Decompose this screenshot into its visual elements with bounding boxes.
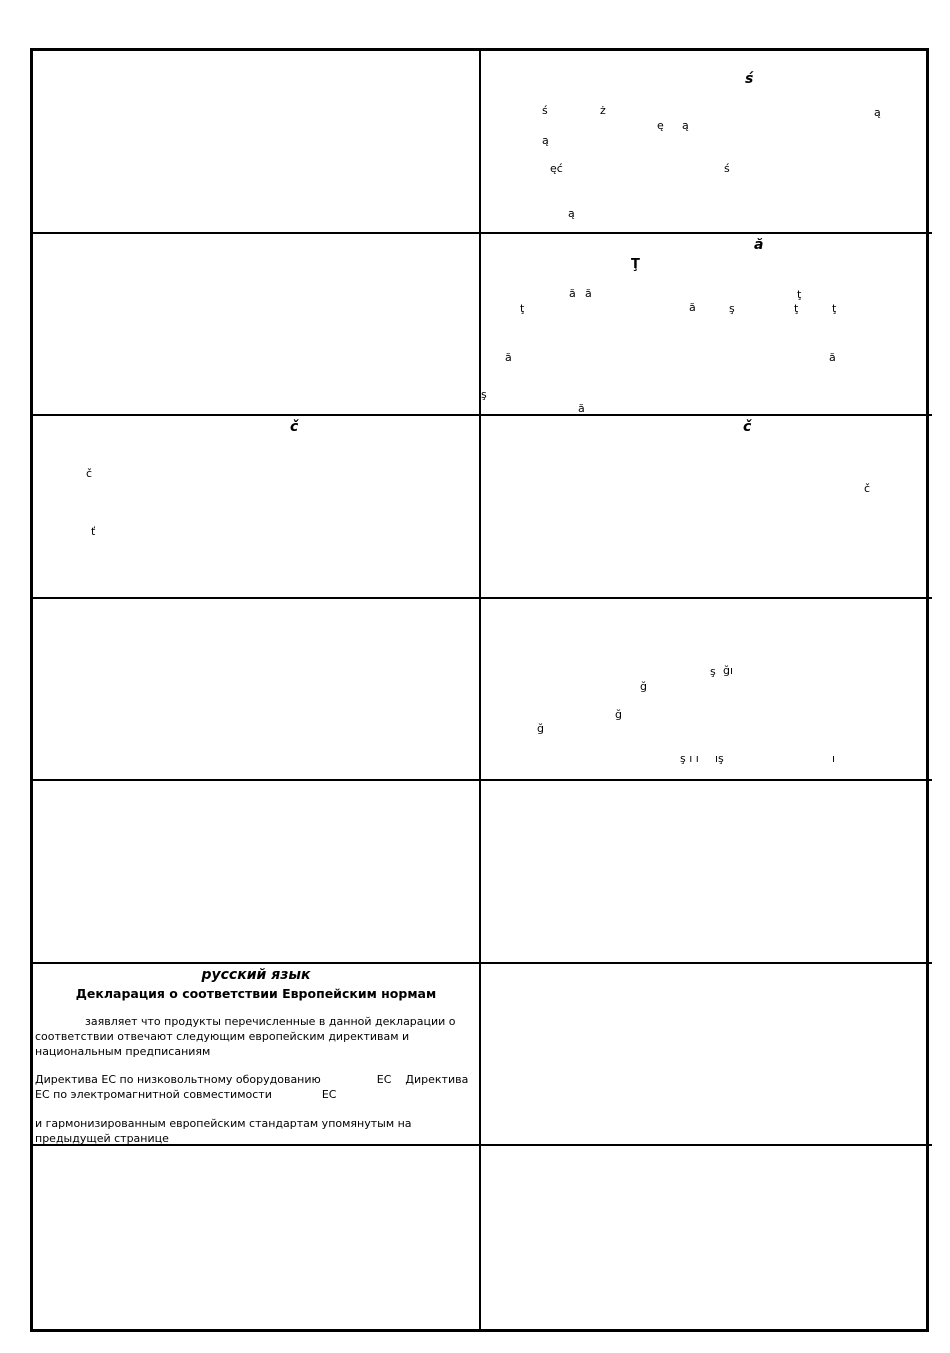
text-fragment: ęć [550, 162, 563, 175]
text-fragment: ş [481, 387, 487, 401]
declaration-title: Декларация о соответствии Европейским нормам [75, 985, 437, 1001]
language-heading: č [290, 419, 299, 436]
cell-russian [33, 964, 481, 1147]
text-fragment: ţ [832, 301, 837, 315]
text-fragment: ş [729, 301, 735, 315]
cell-r7-right [481, 1146, 932, 1329]
text-fragment: ğ [537, 721, 544, 735]
text-fragment: ť [91, 525, 96, 539]
text-fragment: ı [832, 751, 836, 765]
text-fragment: ğ [615, 707, 622, 721]
text-fragment: ą [568, 207, 575, 220]
text-fragment: ş ı ı [680, 751, 699, 765]
text-fragment: ţ [520, 301, 525, 315]
text-fragment: ă [578, 401, 585, 415]
text-fragment: ţ [797, 287, 802, 301]
standards-paragraph: и гармонизированным европейским стандартам упомянутым на предыдущей странице [35, 1116, 412, 1145]
language-heading: ă [754, 236, 764, 253]
cell-r3-right [481, 416, 932, 599]
text-fragment: ă [569, 286, 576, 300]
cell-r2-left [33, 234, 481, 417]
text-fragment: ă [829, 350, 836, 364]
text-fragment: ę [657, 119, 664, 132]
declaration-title: Ţ [631, 256, 640, 272]
text-fragment: ą [874, 106, 881, 119]
text-fragment: ış [715, 751, 724, 765]
text-fragment: č [864, 482, 871, 496]
cell-r2-right [481, 234, 932, 417]
cell-r6-right [481, 964, 932, 1147]
text-fragment: ă [585, 286, 592, 300]
text-fragment: ą [542, 134, 549, 147]
text-fragment: ś [542, 104, 548, 117]
cell-r4-left [33, 599, 481, 782]
text-fragment: ă [689, 300, 696, 314]
text-fragment: ś [724, 162, 730, 175]
text-fragment: č [86, 467, 93, 481]
text-fragment: ż [600, 104, 606, 117]
language-heading: русский язык [201, 966, 311, 983]
cell-r7-left [33, 1146, 481, 1329]
text-fragment: ą [682, 119, 689, 132]
declaration-paragraph: заявляет что продукты перечисленные в данной декларации о соответствии отвечают следующим европейским директивам и национальным предписаниям [35, 1014, 456, 1058]
text-fragment: ş [710, 664, 716, 678]
cell-r1-right [481, 51, 932, 234]
declaration-grid [30, 48, 929, 1332]
cell-r4-right [481, 599, 932, 782]
text-fragment: ğ [640, 679, 647, 693]
language-heading: č [743, 419, 752, 436]
cell-r1-left [33, 51, 481, 234]
text-fragment: ţ [794, 301, 799, 315]
text-fragment: ă [505, 350, 512, 364]
cell-r5-right [481, 781, 932, 964]
cell-r5-left [33, 781, 481, 964]
language-heading: ś [745, 71, 754, 87]
cell-r3-left [33, 416, 481, 599]
text-fragment: ğı [723, 663, 734, 677]
directives-paragraph: Директива ЕС по низковольтному оборудованию ЕС Директива ЕС по электромагнитной совместимости ЕС [35, 1072, 469, 1101]
